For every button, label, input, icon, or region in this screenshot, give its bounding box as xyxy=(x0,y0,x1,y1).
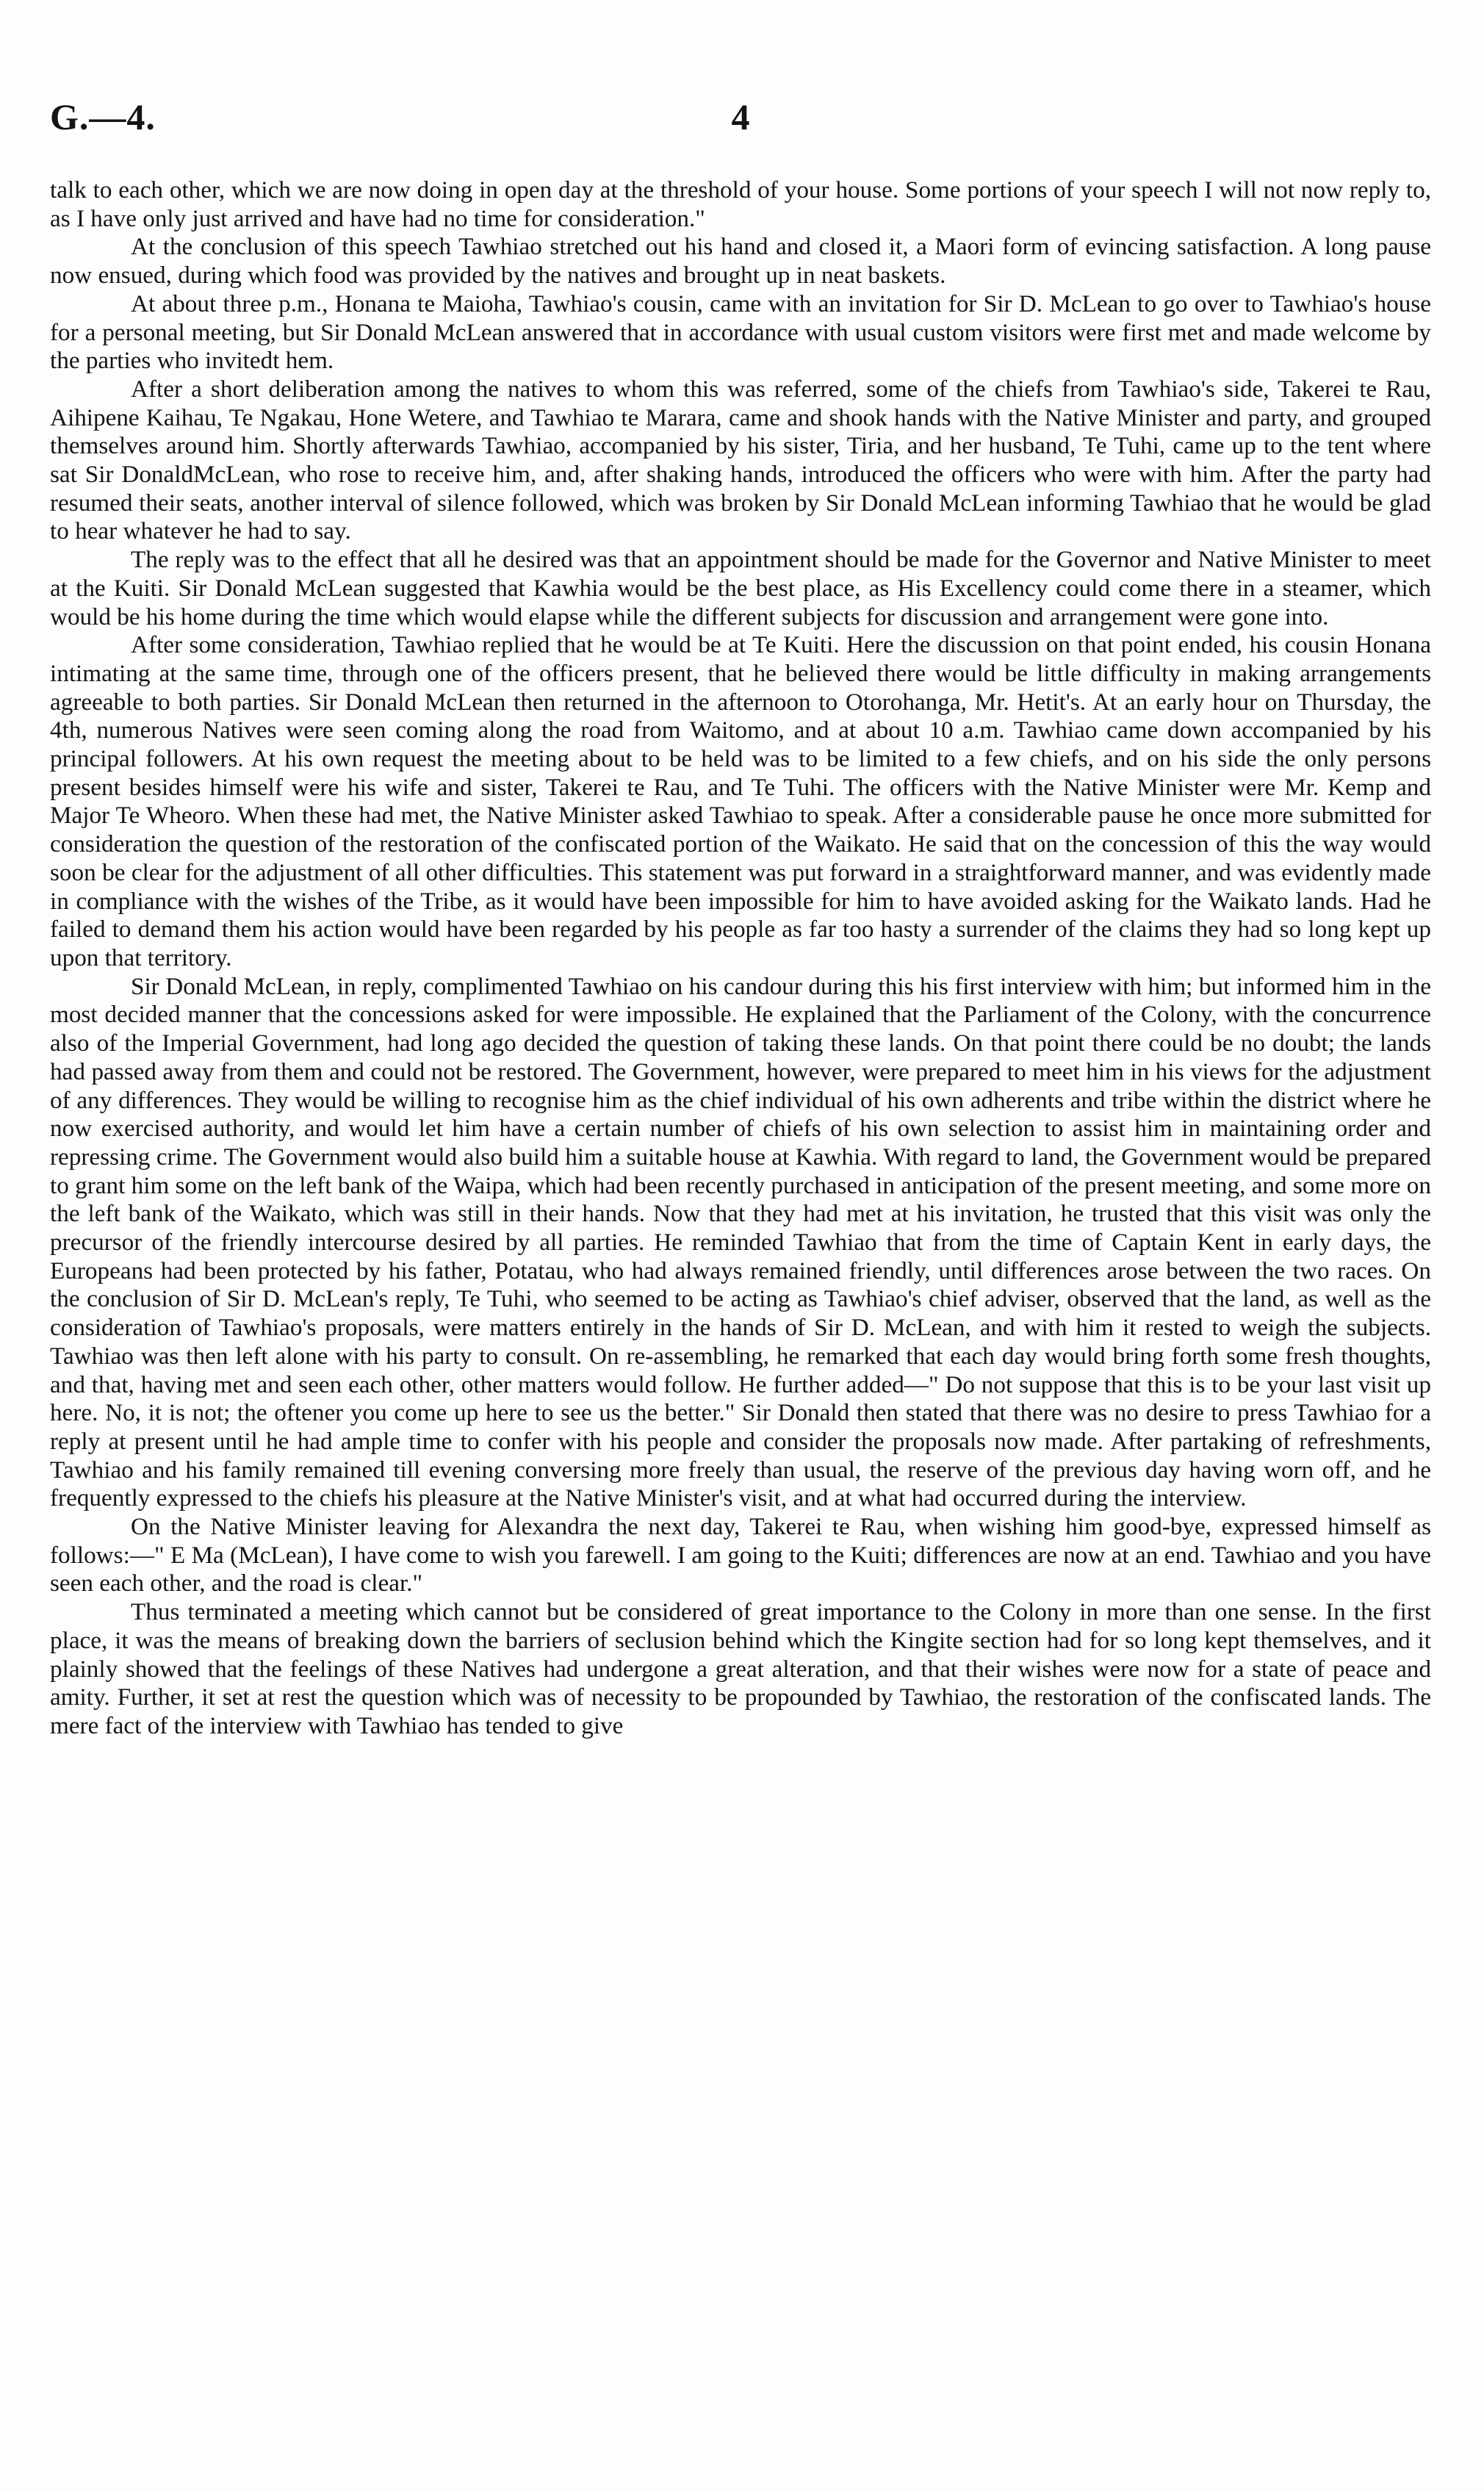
paragraph: At about three p.m., Honana te Maioha, Tawhiao's cousin, came with an invitation for Sir D. McLean to go over to Tawhiao's house for a personal meeting, but Sir Donald McLean answered that in accordance with usual custom visitors were first met and made welcome by the parties who invitedt hem. xyxy=(50,290,1431,375)
document-reference: G.—4. xyxy=(50,96,156,137)
body-text xyxy=(50,176,1431,1741)
page-header xyxy=(50,96,1431,147)
page-number: 4 xyxy=(731,96,750,137)
paragraph: Sir Donald McLean, in reply, complimented Tawhiao on his candour during this his first interview with him; but informed him in the most decided manner that the concessions asked for were impossible. He explained that the Parliament of the Colony, with the concurrence also of the Imperial Government, had long ago decided the question of taking these lands. On that point there could be no doubt; the lands had passed away from them and could not be restored. The Government, however, were prepared to meet him in his views for the adjustment of any differences. They would be willing to recognise him as the chief individual of his own adherents and tribe within the district where he now exercised authority, and would let him have a certain number of chiefs of his own selection to assist him in maintaining order and repressing crime. The Government would also build him a suitable house at Kawhia. With regard to land, the Government would be prepared to grant him some on the left bank of the Waipa, which had been recently purchased in anticipation of the present meeting, and some more on the left bank of the Waikato, which was still in their hands. Now that they had met at his invitation, he trusted that this visit was only the precursor of the friendly intercourse desired by all parties. He reminded Tawhiao that from the time of Captain Kent in early days, the Europeans had been protected by his father, Potatau, who had always remained friendly, until differences arose between the two races. On the conclusion of Sir D. McLean's reply, Te Tuhi, who seemed to be acting as Tawhiao's chief adviser, observed that the land, as well as the consideration of Tawhiao's proposals, were matters entirely in the hands of Sir D. McLean, and with him it rested to weigh the subjects. Tawhiao was then left alone with his party to consult. On re-assembling, he remarked that each day would bring forth some fresh thoughts, and that, having met and seen each other, other matters would follow. He further added—" Do not suppose that this is to be your last visit up here. No, it is not; the oftener you come up here to see us the better." Sir Donald then stated that there was no desire to press Tawhiao for a reply at present until he had ample time to confer with his people and consider the proposals now made. After partaking of refreshments, Tawhiao and his family remained till evening conversing more freely than usual, the reserve of the previous day having worn off, and he frequently expressed to the chiefs his pleasure at the Native Minister's visit, and at what had occurred during the interview. xyxy=(50,972,1431,1512)
paragraph: After a short deliberation among the natives to whom this was referred, some of the chiefs from Tawhiao's side, Takerei te Rau, Aihipene Kaihau, Te Ngakau, Hone Wetere, and Tawhiao te Marara, came and shook hands with the Native Minister and party, and grouped themselves around him. Shortly afterwards Tawhiao, accompanied by his sister, Tiria, and her husband, Te Tuhi, came up to the tent where sat Sir DonaldMcLean, who rose to receive him, and, after shaking hands, introduced the officers who were with him. After the party had resumed their seats, another interval of silence followed, which was broken by Sir Donald McLean informing Tawhiao that he would be glad to hear whatever he had to say. xyxy=(50,375,1431,545)
paragraph: At the conclusion of this speech Tawhiao stretched out his hand and closed it, a Maori form of evincing satisfaction. A long pause now ensued, during which food was provided by the natives and brought up in neat baskets. xyxy=(50,233,1431,290)
paragraph: On the Native Minister leaving for Alexandra the next day, Takerei te Rau, when wishing him good-bye, expressed himself as follows:—" E Ma (McLean), I have come to wish you farewell. I am going to the Kuiti; differences are now at an end. Tawhiao and you have seen each other, and the road is clear." xyxy=(50,1513,1431,1597)
paragraph-continuation: talk to each other, which we are now doing in open day at the threshold of your house. Some portions of your speech I will not now reply to, as I have only just arrived and have had no time for consideration." xyxy=(50,176,1431,232)
paragraph: The reply was to the effect that all he desired was that an appointment should be made for the Governor and Native Minister to meet at the Kuiti. Sir Donald McLean suggested that Kawhia would be the best place, as His Excellency could come there in a steamer, which would be his home during the time which would elapse while the different subjects for discussion and arrangement were gone into. xyxy=(50,546,1431,630)
paragraph: Thus terminated a meeting which cannot but be considered of great importance to the Colony in more than one sense. In the first place, it was the means of breaking down the barriers of seclusion behind which the Kingite section had for so long kept themselves, and it plainly showed that the feelings of these Natives had undergone a great alteration, and that their wishes were now for a state of peace and amity. Further, it set at rest the question which was of necessity to be propounded by Tawhiao, the restoration of the confiscated lands. The mere fact of the interview with Tawhiao has tended to give xyxy=(50,1598,1431,1739)
paragraph: After some consideration, Tawhiao replied that he would be at Te Kuiti. Here the discussion on that point ended, his cousin Honana intimating at the same time, through one of the officers present, that he believed there would be little difficulty in making arrangements agreeable to both parties. Sir Donald McLean then returned in the afternoon to Otorohanga, Mr. Hetit's. At an early hour on Thursday, the 4th, numerous Natives were seen coming along the road from Waitomo, and at about 10 a.m. Tawhiao came down accompanied by his principal followers. At his own request the meeting about to be held was to be limited to a few chiefs, and on his side the only persons present besides himself were his wife and sister, Takerei te Rau, and Te Tuhi. The officers with the Native Minister were Mr. Kemp and Major Te Wheoro. When these had met, the Native Minister asked Tawhiao to speak. After a considerable pause he once more submitted for consideration the question of the restoration of the confiscated portion of the Waikato. He said that on the concession of this the way would soon be clear for the adjustment of all other difficulties. This statement was put forward in a straightforward manner, and was evidently made in compliance with the wishes of the Tribe, as it would have been impossible for him to have avoided asking for the Waikato lands. Had he failed to demand them his action would have been regarded by his people as far too hasty a surrender of the claims they had so long kept up upon that territory. xyxy=(50,631,1431,971)
